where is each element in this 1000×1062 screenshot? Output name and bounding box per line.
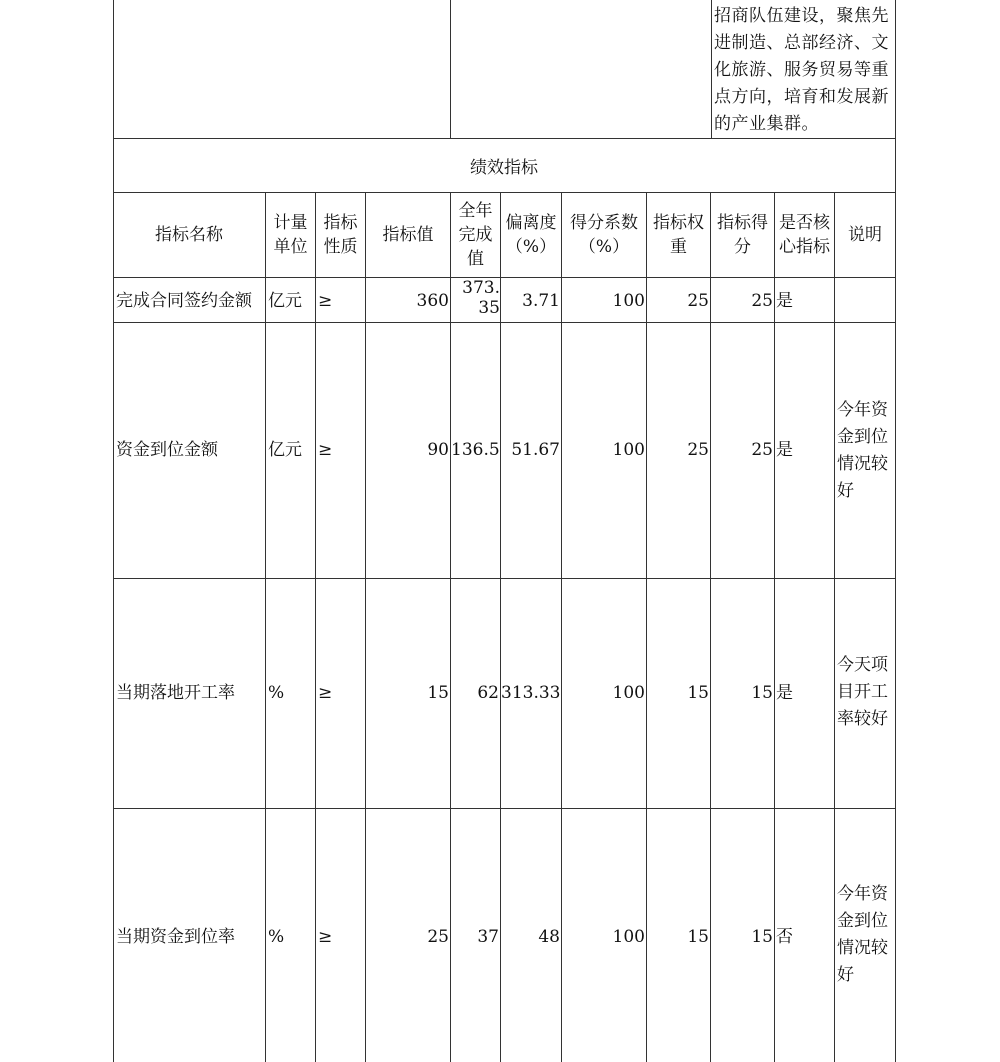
cell-nature: ≥: [318, 683, 333, 703]
cell-actual: 136.5: [451, 440, 500, 460]
cell-coef: 100: [612, 927, 645, 947]
cell-note: 今天项目开工率较好: [837, 655, 888, 729]
cell-core: 是: [776, 683, 793, 703]
cell-nature: ≥: [318, 291, 333, 311]
cell-score: 25: [751, 291, 773, 311]
table-rule: [113, 578, 895, 579]
table-rule: [113, 277, 895, 278]
cell-unit: 亿元: [268, 291, 302, 311]
cell-coef: 100: [612, 440, 645, 460]
cell-actual: 62: [477, 683, 499, 703]
table-rule: [774, 192, 775, 1062]
cell-name: 资金到位金额: [116, 440, 218, 460]
cell-name: 完成合同签约金额: [116, 291, 252, 311]
section-title: 绩效指标: [470, 158, 538, 178]
header-actual: 全年完成值: [458, 201, 493, 269]
cell-note: 今年资金到位情况较好: [837, 884, 888, 985]
cell-unit: %: [268, 683, 285, 703]
table-rule: [113, 322, 895, 323]
cell-name: 当期落地开工率: [116, 683, 235, 703]
header-note: 说明: [848, 225, 882, 245]
cell-core: 是: [776, 440, 793, 460]
table-rule: [834, 192, 835, 1062]
table-rule: [113, 808, 895, 809]
cell-note: 今年资金到位情况较好: [837, 400, 888, 501]
cell-deviation: 51.67: [511, 440, 560, 460]
header-deviation: 偏离度（%）: [505, 213, 557, 257]
header-weight: 指标权重: [653, 213, 704, 257]
cell-score: 25: [751, 440, 773, 460]
cell-core: 否: [776, 927, 793, 947]
cell-weight: 15: [687, 927, 709, 947]
cell-unit: %: [268, 927, 285, 947]
table-rule: [450, 0, 451, 138]
cell-target: 360: [416, 291, 449, 311]
cell-coef: 100: [612, 683, 645, 703]
cell-score: 15: [751, 683, 773, 703]
table-rule: [265, 192, 266, 1062]
cell-nature: ≥: [318, 927, 333, 947]
cell-deviation: 313.33: [501, 683, 561, 703]
cell-coef: 100: [612, 291, 645, 311]
table-rule: [711, 0, 712, 138]
header-unit: 计量单位: [273, 213, 308, 257]
header-nature: 指标性质: [323, 213, 358, 257]
cell-target: 15: [427, 683, 449, 703]
table-rule: [895, 0, 896, 1062]
header-coef: 得分系数（%）: [570, 213, 638, 257]
cell-weight: 15: [687, 683, 709, 703]
cell-target: 25: [427, 927, 449, 947]
header-target: 指标值: [382, 225, 434, 245]
header-core: 是否核心指标: [779, 213, 830, 257]
cell-deviation: 3.71: [522, 291, 560, 311]
cell-weight: 25: [687, 440, 709, 460]
cell-name: 当期资金到位率: [116, 927, 235, 947]
cell-score: 15: [751, 927, 773, 947]
cell-unit: 亿元: [268, 440, 302, 460]
header-score: 指标得分: [717, 213, 768, 257]
cell-target: 90: [427, 440, 449, 460]
top-note-text: 招商队伍建设，聚焦先进制造、总部经济、文化旅游、服务贸易等重点方向，培育和发展新的产业集群。: [714, 6, 889, 134]
cell-nature: ≥: [318, 440, 333, 460]
cell-actual: 373.35: [462, 278, 500, 318]
cell-weight: 25: [687, 291, 709, 311]
cell-deviation: 48: [538, 927, 560, 947]
cell-actual: 37: [477, 927, 499, 947]
header-name: 指标名称: [155, 225, 223, 245]
cell-core: 是: [776, 291, 793, 311]
table-rule: [315, 192, 316, 1062]
